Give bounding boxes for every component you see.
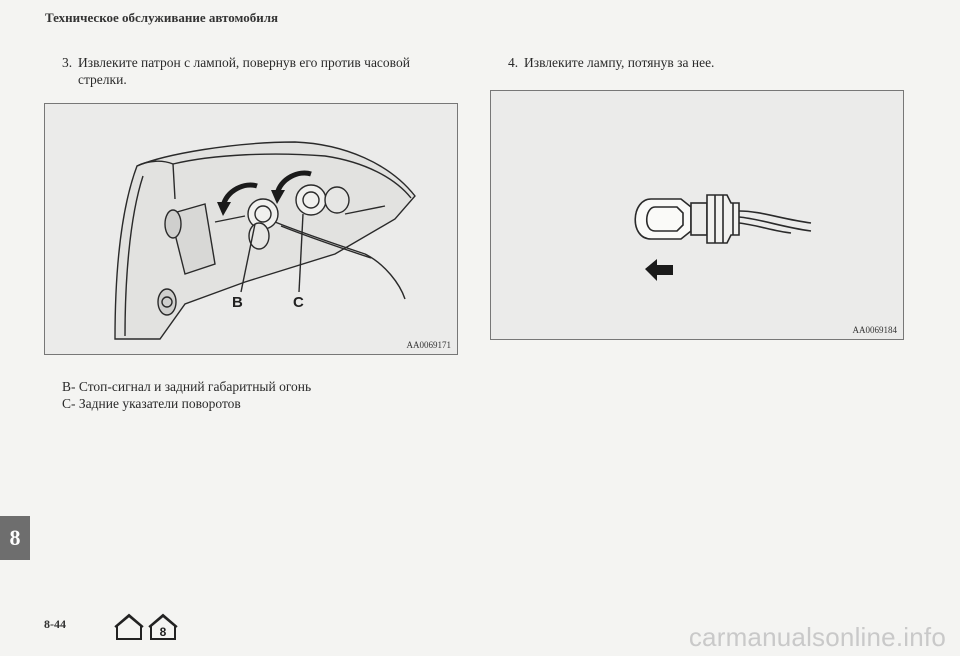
step-number: 4. <box>508 55 519 70</box>
chapter-8-icon[interactable] <box>149 615 177 639</box>
step-text-continued: стрелки. <box>78 72 127 87</box>
watermark: carmanualsonline.info <box>688 622 946 652</box>
label-c: C <box>293 294 304 311</box>
legend-item-c: C- Задние указатели поворотов <box>62 396 241 411</box>
figure-code: AA0069171 <box>406 340 451 350</box>
socket-c <box>296 185 349 215</box>
step-text: Извлеките лампу, потянув за нее. <box>524 55 715 70</box>
step-3 <box>62 54 462 88</box>
chapter-8-icon-label: 8 <box>159 625 167 639</box>
figure-code: AA0069184 <box>852 325 897 335</box>
legend-item-b: B- Стоп-сигнал и задний габаритный огонь <box>62 379 312 394</box>
bulb-removal-illustration <box>490 90 904 340</box>
label-b: B <box>232 294 243 311</box>
tail-lamp-illustration <box>44 103 458 355</box>
step-4 <box>508 54 928 71</box>
legend <box>62 378 311 412</box>
step-text: Извлеките патрон с лампой, повернув его против часовой <box>78 55 410 70</box>
home-icon[interactable] <box>115 615 143 639</box>
page-header: Техническое обслуживание автомобиля <box>45 10 279 25</box>
step-number: 3. <box>62 55 73 70</box>
pull-arrow <box>645 259 673 281</box>
nav-icons <box>114 612 180 647</box>
socket <box>707 195 739 243</box>
chapter-tab[interactable]: 8 <box>0 516 30 560</box>
page-number: 8-44 <box>44 617 66 631</box>
